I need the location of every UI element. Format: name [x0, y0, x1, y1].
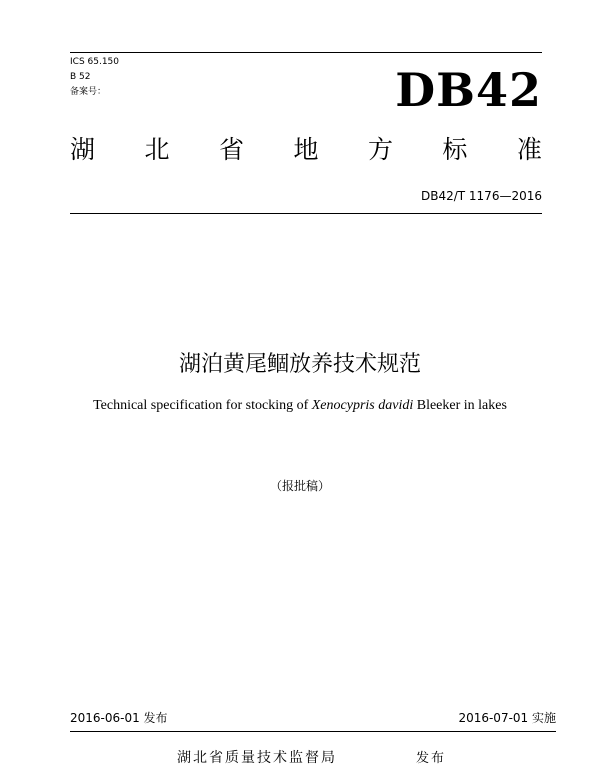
document-title-english — [0, 397, 600, 415]
classification-code: B 52 — [70, 72, 91, 82]
standard-type-heading — [70, 133, 542, 167]
document-title-chinese: 湖泊黄尾鲴放养技术规范 — [178, 352, 421, 377]
implement-date: 2016-07-01 实施 — [458, 711, 556, 725]
standard-type-char: 北 — [144, 135, 170, 164]
ics-code: ICS 65.150 — [70, 57, 120, 67]
standard-type-char: 准 — [516, 135, 542, 164]
top-rule — [70, 52, 542, 53]
draft-status: （报批稿） — [269, 479, 330, 493]
standard-type-char: 方 — [367, 135, 393, 164]
standard-type-char: 地 — [293, 135, 319, 164]
standard-code-logo: DB42 — [395, 63, 542, 117]
issue-label: 发布 — [416, 751, 447, 766]
publish-date: 2016-06-01 发布 — [70, 711, 168, 725]
standard-type-char: 省 — [218, 135, 244, 164]
header-rule — [70, 213, 542, 214]
standard-number: DB42/T 1176—2016 — [420, 189, 542, 203]
standard-type-char: 湖 — [70, 135, 96, 164]
standard-type-char: 标 — [442, 135, 468, 164]
record-number-label: 备案号： — [70, 87, 107, 97]
issuing-authority: 湖北省质量技术监督局 — [177, 750, 337, 766]
title-en-prefix: Technical specification for stocking of — [93, 398, 312, 413]
title-en-suffix: Bleeker in lakes — [413, 398, 507, 413]
footer-rule — [70, 731, 556, 732]
title-en-species: Xenocypris davidi — [311, 398, 414, 413]
